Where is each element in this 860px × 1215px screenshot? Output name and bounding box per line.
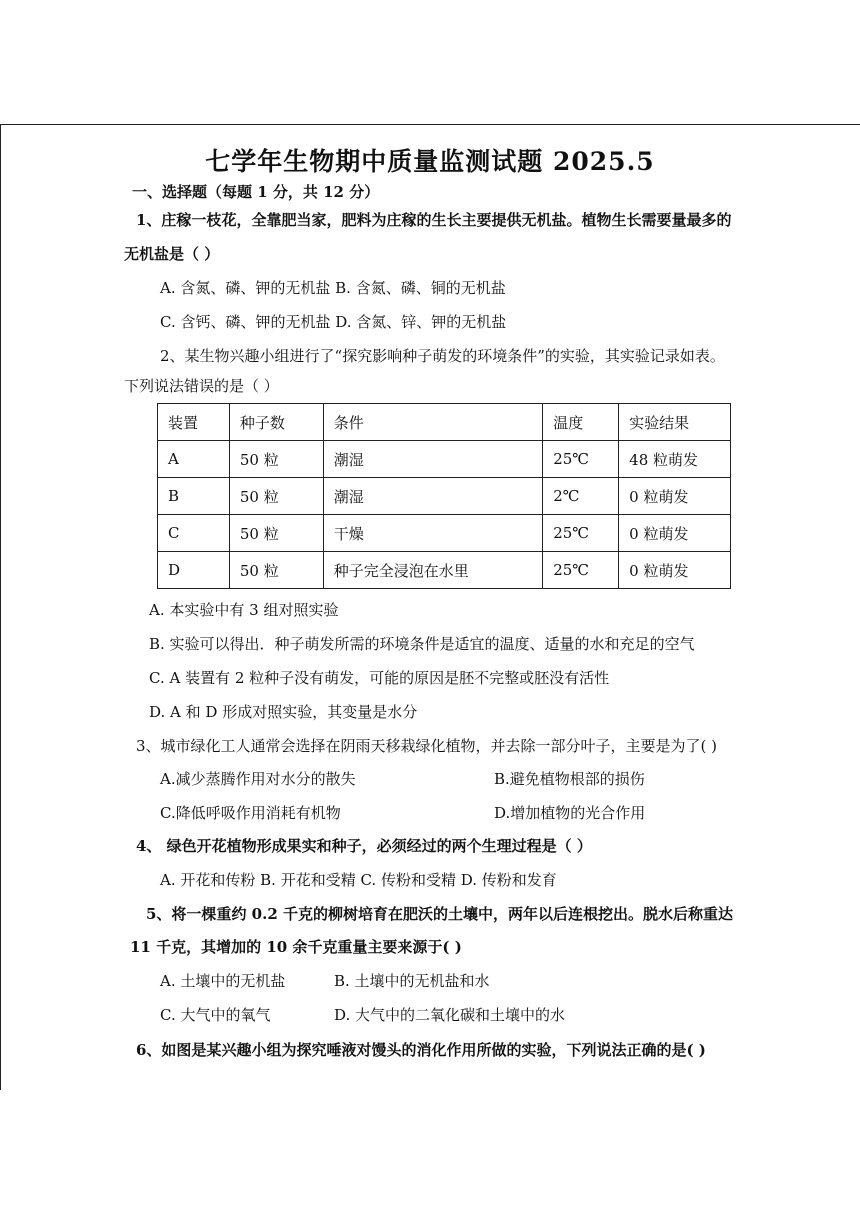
exam-title: 七学年生物期中质量监测试题 2025.5 — [205, 147, 655, 176]
q2-option-b: B. 实验可以得出．种子萌发所需的环境条件是适宜的温度、适量的水和充足的空气 — [149, 635, 695, 653]
table-cell: 50 粒 — [229, 478, 323, 515]
table-cell: 潮湿 — [323, 441, 542, 478]
q2-stem-line2: 下列说法错误的是（ ） — [124, 377, 279, 395]
q5-option-c: C. 大气中的氧气 — [160, 1006, 271, 1024]
table-cell: 50 粒 — [229, 552, 323, 589]
q5-stem-line2: 11 千克，其增加的 10 余千克重量主要来源于( ) — [130, 938, 462, 956]
q2-option-a: A. 本实验中有 3 组对照实验 — [149, 601, 339, 619]
table-cell: 0 粒萌发 — [619, 552, 731, 589]
q2-option-d: D. A 和 D 形成对照实验，其变量是水分 — [149, 703, 418, 721]
table-cell: B — [158, 478, 230, 515]
table-cell: 潮湿 — [323, 478, 542, 515]
q5-option-b: B. 土壤中的无机盐和水 — [334, 972, 490, 990]
table-cell: A — [158, 441, 230, 478]
table-cell: 2℃ — [543, 478, 619, 515]
table-cell: 48 粒萌发 — [619, 441, 731, 478]
table-cell: 0 粒萌发 — [619, 478, 731, 515]
q1-stem-line1: 1、庄稼一枝花，全靠肥当家，肥料为庄稼的生长主要提供无机盐。植物生长需要量最多的 — [136, 211, 732, 229]
q3-option-c: C.降低呼吸作用消耗有机物 — [160, 804, 341, 822]
table-cell: 25℃ — [543, 515, 619, 552]
q1-stem-line2: 无机盐是（ ） — [124, 245, 220, 263]
table-cell: 50 粒 — [229, 441, 323, 478]
table-header-cell: 实验结果 — [619, 404, 731, 441]
q2-stem-line1: 2、某生物兴趣小组进行了“探究影响种子萌发的环境条件”的实验，其实验记录如表。 — [160, 347, 725, 365]
q3-option-b: B.避免植物根部的损伤 — [494, 770, 645, 788]
table-cell: 干燥 — [323, 515, 542, 552]
q5-option-a: A. 土壤中的无机盐 — [160, 972, 286, 990]
table-cell: 25℃ — [543, 441, 619, 478]
table-row — [158, 478, 731, 515]
table-cell: D — [158, 552, 230, 589]
table-cell: 0 粒萌发 — [619, 515, 731, 552]
table-cell: 25℃ — [543, 552, 619, 589]
table-cell: 种子完全浸泡在水里 — [323, 552, 542, 589]
table-header-cell: 条件 — [323, 404, 542, 441]
q3-option-d: D.增加植物的光合作用 — [494, 804, 646, 822]
q6-stem: 6、如图是某兴趣小组为探究唾液对馒头的消化作用所做的实验，下列说法正确的是( ) — [136, 1041, 706, 1059]
q5-stem-line1: 5、将一棵重约 0.2 千克的柳树培育在肥沃的土壤中，两年以后连根挖出。脱水后称重达 — [146, 905, 733, 923]
q2-option-c: C. A 装置有 2 粒种子没有萌发，可能的原因是胚不完整或胚没有活性 — [149, 669, 610, 687]
q4-stem: 4、 绿色开花植物形成果实和种子，必须经过的两个生理过程是（ ） — [136, 837, 592, 855]
q3-stem: 3、城市绿化工人通常会选择在阴雨天移栽绿化植物，并去除一部分叶子，主要是为了( ) — [136, 737, 718, 755]
q1-options-row2: C. 含钙、磷、钾的无机盐 D. 含氮、锌、钾的无机盐 — [160, 313, 507, 331]
table-header-cell: 种子数 — [229, 404, 323, 441]
q3-option-a: A.减少蒸腾作用对水分的散失 — [160, 770, 356, 788]
table-row — [158, 515, 731, 552]
q5-option-d: D. 大气中的二氧化碳和土壤中的水 — [334, 1006, 566, 1024]
experiment-table — [157, 403, 731, 589]
table-header-cell: 装置 — [158, 404, 230, 441]
section-heading: 一、选择题（每题 1 分，共 12 分） — [132, 183, 380, 201]
q1-options-row1: A. 含氮、磷、钾的无机盐 B. 含氮、磷、铜的无机盐 — [160, 279, 506, 297]
table-header-cell: 温度 — [543, 404, 619, 441]
table-row — [158, 441, 731, 478]
table-cell: C — [158, 515, 230, 552]
table-header-row — [158, 404, 731, 441]
table-cell: 50 粒 — [229, 515, 323, 552]
q4-options: A. 开花和传粉 B. 开花和受精 C. 传粉和受精 D. 传粉和发育 — [160, 871, 557, 889]
table-row — [158, 552, 731, 589]
